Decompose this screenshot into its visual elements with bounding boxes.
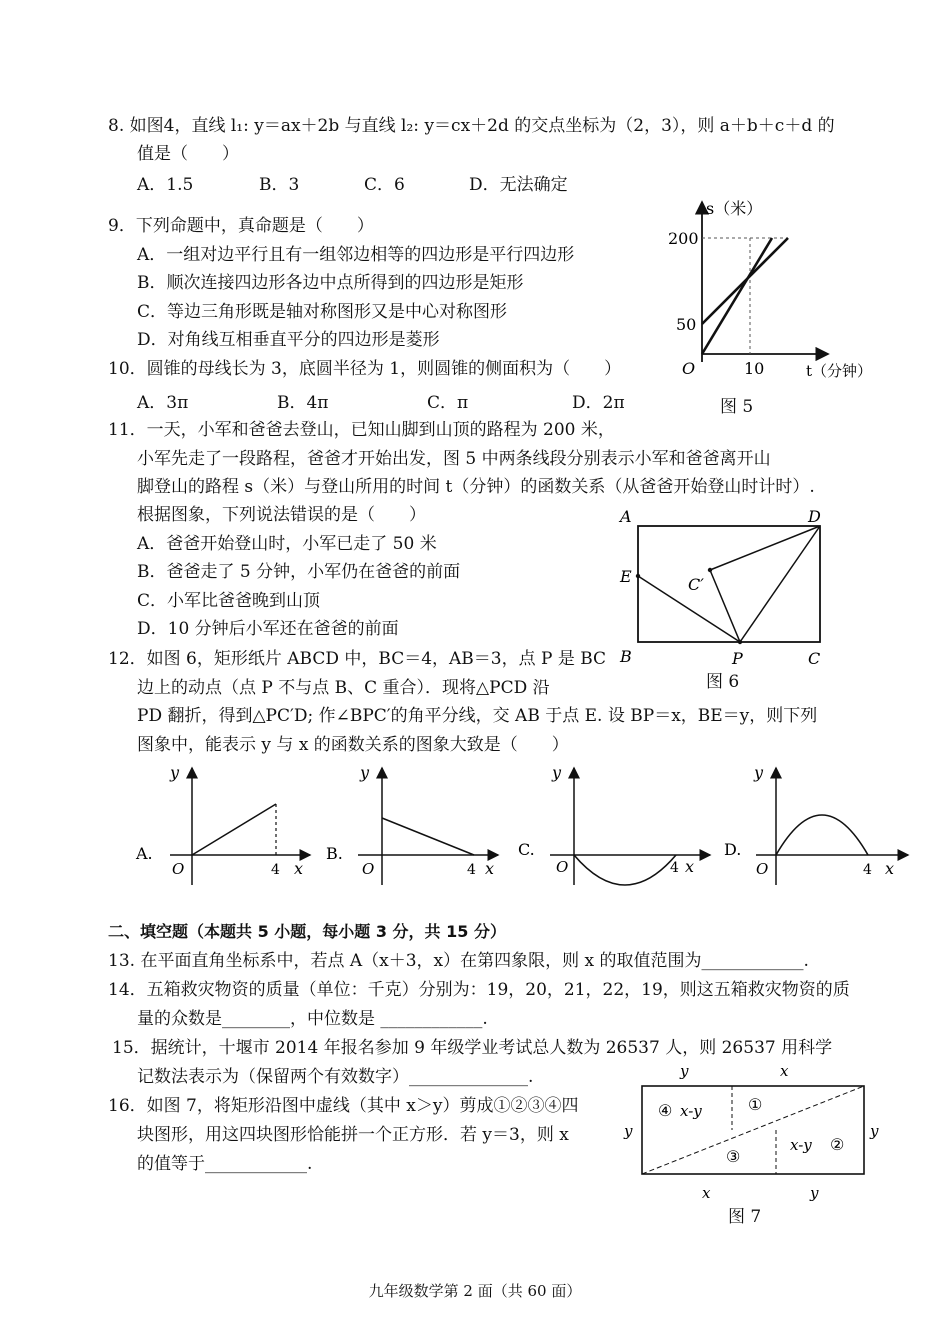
fig7-piece-4-length: x-y [680,1102,702,1120]
graph-d-y: y [754,763,764,782]
q14-line2: 量的众数是________，中位数是 ____________. [137,1009,488,1029]
fig7-top-y: y [680,1062,689,1080]
q10-option-a: A．3π [137,393,189,413]
fig6-point-p [738,640,742,644]
q15-line2: 记数法表示为（保留两个有效数字）______________. [137,1067,534,1087]
graph-c-y: y [552,763,562,782]
fig6-label-b: B [620,647,632,666]
fig6-label-e: E [620,567,632,586]
graph-b-origin: O [362,860,375,878]
figure-6 [612,500,852,672]
q9-option-c: C．等边三角形既是轴对称图形又是中心对称图形 [137,302,508,322]
q16-line1: 16．如图 7，将矩形沿图中虚线（其中 x＞y）剪成①②③④四 [108,1096,579,1116]
q12-line2: 边上的动点（点 P 不与点 B、C 重合）．现将△PCD 沿 [137,678,550,698]
fig5-tick-50: 50 [676,315,697,334]
graph-d-four: 4 [863,862,872,878]
q8-option-b: B．3 [259,175,300,195]
fig6-label-a: A [620,507,632,526]
fig7-left-y: y [624,1122,633,1140]
q16-line3: 的值等于____________. [137,1154,313,1174]
fig5-y-label: s（米） [706,199,763,218]
fig7-piece-2: ② [830,1135,845,1154]
graph-d-origin: O [756,860,769,878]
figure-7 [618,1058,890,1206]
fig7-piece-3: ③ [726,1147,741,1166]
fig6-point-cprime [708,568,712,572]
q12-line1: 12．如图 6，矩形纸片 ABCD 中，BC＝4，AB＝3，点 P 是 BC [108,649,607,669]
figure-5 [660,192,890,392]
q11-line2: 小军先走了一段路程，爸爸才开始出发，图 5 中两条线段分别表示小军和爸爸离开山 [137,449,771,469]
graph-c-four: 4 [670,860,679,876]
q11-option-a: A．爸爸开始登山时，小军已走了 50 米 [137,534,437,554]
q9-option-d: D．对角线互相垂直平分的四边形是菱形 [137,330,440,350]
q11-line1: 11．一天，小军和爸爸去登山，已知山脚到山顶的路程为 200 米， [108,420,615,440]
graph-b [326,763,498,885]
q11-option-c: C．小军比爸爸晚到山顶 [137,591,321,611]
graph-b-letter: B. [326,844,343,863]
q10-option-b: B．4π [277,393,329,413]
graph-d-x: x [885,859,895,878]
graph-c-letter: C. [518,840,535,859]
fig5-caption: 图 5 [720,397,754,417]
q10-option-c: C．π [427,393,469,413]
q12-answer-graphs [130,760,920,895]
q12-line4: 图象中，能表示 y 与 x 的函数关系的图象大致是（ ） [137,735,569,755]
q9-stem: 9．下列命题中，真命题是（ ） [108,216,374,236]
q10-stem: 10．圆锥的母线长为 3，底圆半径为 1，则圆锥的侧面积为（ ） [108,359,622,379]
q11-line4: 根据图象，下列说法错误的是（ ） [137,505,426,525]
q8-option-d: D．无法确定 [469,175,568,195]
q9-option-a: A．一组对边平行且有一组邻边相等的四边形是平行四边形 [137,245,575,265]
fig6-segment-cd [710,526,820,570]
fig6-label-c: C [808,649,821,668]
graph-c [518,763,710,885]
q16-line2: 块图形，用这四块图形恰能拼一个正方形．若 y＝3，则 x [137,1125,569,1145]
fig6-caption: 图 6 [706,672,740,692]
q13-text: 13. 在平面直角坐标系中，若点 A（x＋3，x）在第四象限，则 x 的取值范围为____________. [108,951,809,971]
fig7-piece-4: ④ [658,1101,673,1120]
q10-options [137,388,625,413]
fig6-label-d: D [808,507,821,526]
q8-option-c: C．6 [364,175,405,195]
fig7-right-y: y [870,1122,879,1140]
fig6-segment-pc [710,570,740,642]
fig6-rectangle [638,526,820,642]
fig7-piece-2-length: x-y [790,1136,812,1154]
fig6-segment-pd [740,526,820,642]
graph-b-y: y [360,763,370,782]
section-2-heading: 二、填空题（本题共 5 小题，每小题 3 分，共 15 分） [108,922,506,941]
graph-a-x: x [294,859,304,878]
fig5-x-label: t（分钟） [806,362,873,380]
graph-d-letter: D. [724,840,742,859]
graph-b-four: 4 [467,862,476,878]
graph-a-y: y [170,763,180,782]
q8-stem-line2: 值是（ ） [137,144,239,164]
fig5-origin: O [682,359,696,378]
fig6-point-e [636,574,640,578]
fig7-bottom-y: y [810,1184,819,1202]
q9-option-b: B．顺次连接四边形各边中点所得到的四边形是矩形 [137,273,524,293]
graph-c-origin: O [556,858,569,876]
q10-option-d: D．2π [572,393,625,413]
graph-b-x: x [485,859,495,878]
page-footer: 九年级数学第 2 面（共 60 面） [368,1282,582,1300]
fig6-label-cprime: C′ [688,575,704,594]
q11-option-d: D．10 分钟后小军还在爸爸的前面 [137,619,399,639]
graph-d [724,763,908,885]
graph-a-origin: O [172,860,185,878]
fig7-piece-1: ① [748,1095,763,1114]
q8-option-a: A．1.5 [137,175,194,195]
fig5-line-father [702,238,772,354]
fig7-caption: 图 7 [728,1207,762,1227]
graph-a-letter: A. [136,844,153,863]
q8-options [137,170,568,195]
q11-line3: 脚登山的路程 s（米）与登山所用的时间 t（分钟）的函数关系（从爸爸开始登山时计时）. [137,477,815,497]
q14-line1: 14．五箱救灾物资的质量（单位：千克）分别为：19，20，21，22，19，则这五箱救灾物资的质 [108,980,850,1000]
fig5-tick-200: 200 [668,229,699,248]
graph-a [135,763,310,885]
fig5-tick-10: 10 [744,359,765,378]
q11-option-b: B．爸爸走了 5 分钟，小军仍在爸爸的前面 [137,562,461,582]
q15-line1: 15．据统计，十堰市 2014 年报名参加 9 年级学业考试总人数为 26537 人，则 26537 用科学 [112,1038,833,1058]
fig7-top-x: x [780,1062,789,1080]
graph-c-x: x [685,857,695,876]
fig7-bottom-x: x [702,1184,711,1202]
fig6-label-p: P [732,649,743,668]
graph-a-four: 4 [271,862,280,878]
q12-line3: PD 翻折，得到△PC′D; 作∠BPC′的角平分线，交 AB 于点 E. 设 BP＝x，BE＝y，则下列 [137,706,818,726]
q8-stem-line1: 8. 如图4，直线 l₁: y＝ax＋2b 与直线 l₂: y＝cx＋2d 的交点坐标为（2，3），则 a＋b＋c＋d 的 [108,116,835,136]
